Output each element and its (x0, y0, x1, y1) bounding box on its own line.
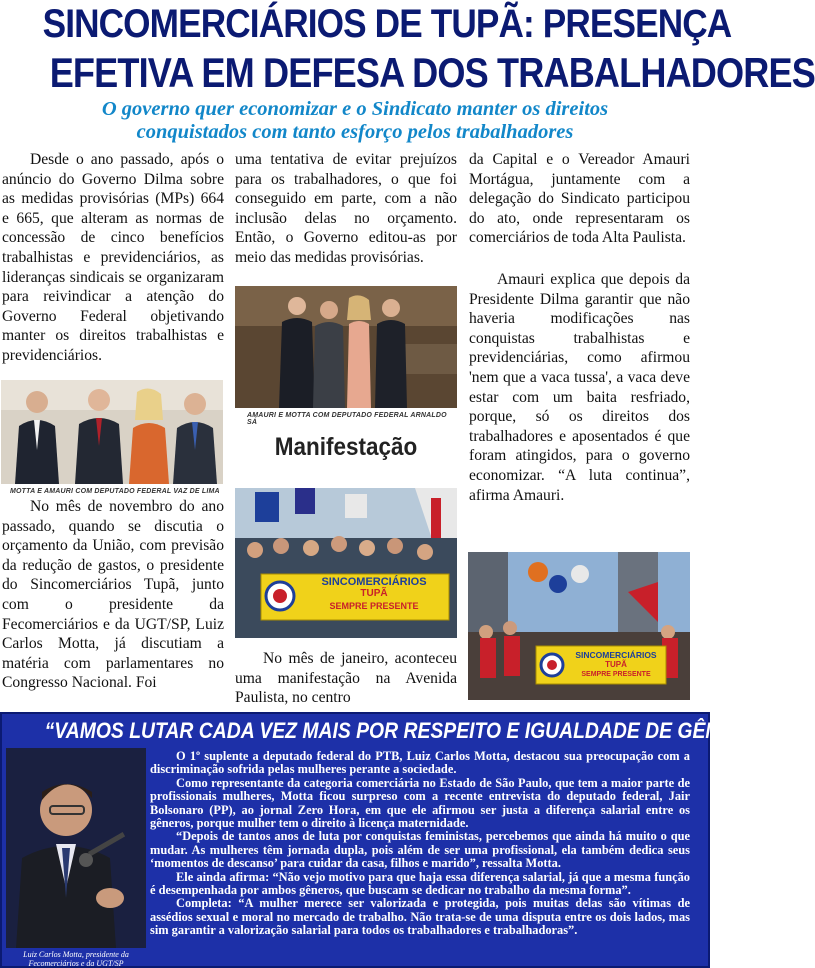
banner-text (299, 576, 449, 612)
photo-luiz-carlos-motta (6, 748, 146, 948)
headline-line-2: EFETIVA EM DEFESA DOS TRABALHADORES (49, 49, 815, 96)
column-3-paragraph-1: da Capital e o Vereador Amauri Mortágua, juntamente com a delegação do Sindicato participou do ato, onde representaram os comerciários de toda Alta Paulista. (469, 151, 690, 247)
banner-line-1: SINCOMERCIÁRIOS (321, 576, 427, 588)
gender-equality-box (0, 712, 772, 968)
photo-manifestacao-banner (235, 488, 457, 638)
gender-paragraph-5: Completa: “A mulher merece ser valorizada e protegida, pois muitas delas são vítimas de assédios sexual e moral no mercado de trabalho. Não trata-se de uma disputa entre os dois lados, mas sim garantir a valorização salarial para todos os trabalhadores e trabalhadoras”. (150, 896, 690, 938)
photo-motta-amauri-vaz-de-lima (1, 380, 223, 484)
banner-line-2: TUPÃ (360, 588, 388, 599)
column-2-paragraph-2: No mês de janeiro, aconteceu uma manifestação na Avenida Paulista, no centro (235, 650, 457, 707)
headline-line-1: SINCOMERCIÁRIOS DE TUPÃ: PRESENÇA (42, 2, 732, 46)
gender-paragraph-3: “Depois de tantos anos de luta por conquistas feministas, percebemos que ainda há muito o que mudar. As mulheres têm jornada dupla, pois além de ser uma profissional, ela também dedica seus ‘momentos de descanso’ para cuidar da casa, filhos e marido”, ressalta Motta. (150, 829, 690, 871)
banner-text-paulista (566, 650, 666, 680)
photo-caption-vaz-de-lima: MOTTA E AMAURI COM DEPUTADO FEDERAL VAZ DE LIMA (10, 488, 220, 495)
column-1-paragraph-2: No mês de novembro do ano passado, quando se discutia o orçamento da União, com previsão da redução de gastos, o presidente do Sincomerciários Tupã, junto com o presidente da Fecomerciários e da UGT/SP, Luiz Carlos Motta, já discutiam a matéria com parlamentares no Congresso Nacional. Foi (2, 498, 224, 692)
banner-paulista-line-3: SEMPRE PRESENTE (581, 671, 651, 678)
subhead-line-2: conquistados com tanto esforço pelos trabalhadores (136, 121, 574, 143)
photo-avenida-paulista (468, 552, 690, 700)
photo-caption-motta: Luiz Carlos Motta, presidente da Fecomerciários e da UGT/SP (23, 950, 129, 968)
subhead-line-1: O governo quer economizar e o Sindicato manter os direitos (101, 98, 609, 120)
column-3-paragraph-2: Amauri explica que depois da Presidente Dilma garantir que não haveria modificações nas conquistas trabalhistas e previdenciárias, como afirmou 'nem que a vaca tussa', a vaca deve estar com um baita resfriado, porque, só os direitos dos trabalhadores e aposentados é que foram atingidos, para o governo economizar. “A luta continua”, afirma Amauri. (469, 271, 690, 504)
banner-line-3: SEMPRE PRESENTE (329, 601, 419, 611)
gender-equality-text (150, 750, 690, 938)
gender-paragraph-2: Como representante da categoria comerciária no Estado de São Paulo, que tem a maior parte de profissionais mulheres, Motta ficou surpreso com a recente entrevista do deputado federal, Jair Bolsonaro (PP), ao jornal Zero Hora, em que ele afirmou ser justa a diferença salarial entre os gêneros, porque mulher tem o direito à licença maternidade. (150, 775, 690, 831)
photo-caption-arnaldo-sa: AMAURI E MOTTA COM DEPUTADO FEDERAL ARNALDO SÁ (247, 412, 447, 426)
gender-equality-title: “VAMOS LUTAR CADA VEZ MAIS POR RESPEITO E IGUALDADE DE GÊNERO” (44, 718, 772, 743)
column-1-paragraph-1: Desde o ano passado, após o anúncio do Governo Dilma sobre as medidas provisórias (MPs) 664 e 665, que alteram as normas de concessão de cinco benefícios trabalhistas e previdenciários, as lideranças sindicais se organizaram para reivindicar a atenção do Governo Federal objetivando manter os direitos trabalhistas e previdenciários. (2, 151, 224, 364)
subhead (10, 98, 700, 144)
banner-paulista-line-2: TUPÃ (605, 660, 627, 669)
gender-paragraph-1: O 1º suplente a deputado federal do PTB, Luiz Carlos Motta, destacou sua preocupação com a discriminação sofrida pelas mulheres perante a sociedade. (150, 749, 690, 777)
section-title-manifestacao: Manifestação (274, 433, 418, 461)
column-2-paragraph-1: uma tentativa de evitar prejuízos para os trabalhadores, o que foi conseguido em parte, com a não inclusão delas no orçamento. Então, o Governo editou-as por meio das medidas provisórias. (235, 151, 457, 266)
gender-paragraph-4: Ele ainda afirma: “Não vejo motivo para que haja essa diferença salarial, já que a mesma função é desempenhada por ambos gêneros, que buscam se dedicar no trabalho da mesma forma”. (150, 869, 690, 898)
photo-arnaldo-sa (235, 286, 457, 408)
banner-paulista-line-1: SINCOMERCIÁRIOS (575, 650, 657, 660)
